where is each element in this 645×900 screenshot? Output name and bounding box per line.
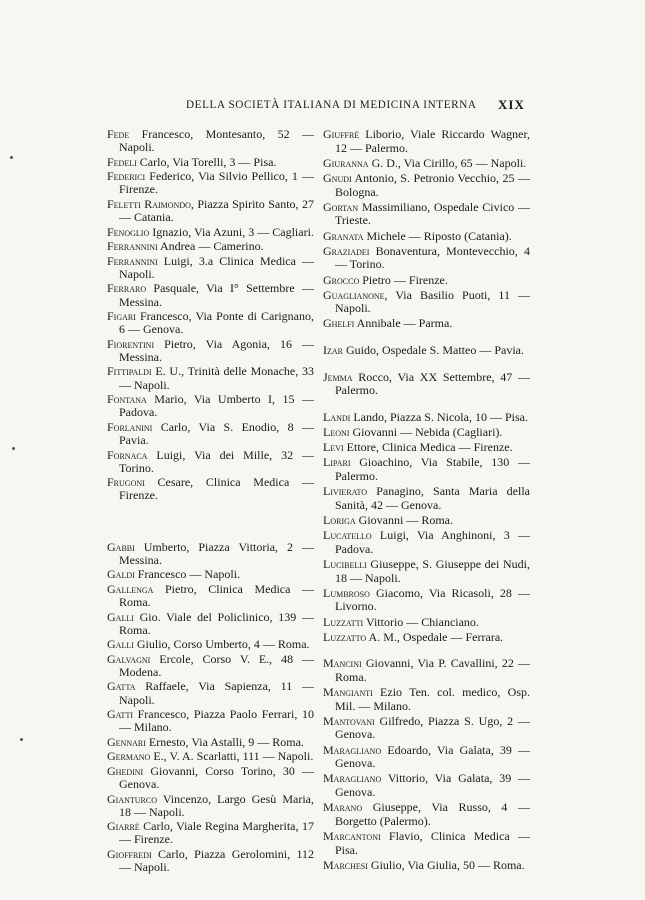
list-item [107, 611, 314, 637]
entry-details: Pasquale, Via I° Settembre — Messina. [119, 281, 314, 309]
entry-details: Massimiliano, Ospedale Civico — Trieste. [335, 199, 530, 228]
surname: Guaglianone [323, 287, 385, 302]
surname: Giuranna [323, 155, 369, 170]
list-item [323, 426, 530, 440]
surname: Galvagni [107, 651, 151, 666]
surname: Livierato [323, 484, 368, 499]
surname: Frugoni [107, 475, 145, 490]
surname: Galli [107, 609, 134, 624]
list-item [107, 765, 314, 791]
list-item [107, 170, 314, 196]
list-item [323, 411, 530, 425]
surname: Mantovani [323, 713, 375, 728]
list-item [323, 344, 530, 358]
entry-details: Giovanni — Nebida (Cagliari). [349, 425, 503, 440]
entry-details: Rocco, Via XX Settembre, 47 — Palermo. [335, 369, 530, 398]
entry-details: , Via Basilio Puoti, 11 — Napoli. [335, 287, 530, 316]
list-item [323, 587, 530, 614]
entry-details: Giulio, Corso Umberto, 4 — Roma. [133, 637, 310, 652]
list-item [323, 230, 530, 244]
list-item [107, 680, 314, 706]
entry-details: Carlo, Via S. Enodio, 8 — Pavia. [119, 419, 314, 448]
list-item [323, 715, 530, 742]
entry-details: Lando, Piazza S. Nicola, 10 — Pisa. [350, 409, 528, 424]
entry-details: Luigi, Via Anghinoni, 3 — Padova. [335, 528, 530, 556]
surname: Fedeli [107, 154, 137, 169]
list-item [323, 371, 530, 398]
surname: Germano [107, 749, 151, 764]
entry-details: Giulio, Via Giulia, 50 — Roma. [367, 857, 525, 872]
list-item [107, 240, 314, 253]
surname: Maragliano [323, 771, 382, 786]
surname: Fenoglio [107, 224, 150, 239]
surname: Luzzatti [323, 614, 364, 629]
surname: Fittipaldi [107, 364, 152, 379]
entry-details: Gilfredo, Piazza S. Ugo, 2 — Genova. [335, 713, 530, 742]
surname: Gianturco [107, 791, 157, 806]
surname: Giarrè [107, 819, 140, 834]
surname: Mangianti [323, 685, 373, 700]
list-item [107, 583, 314, 609]
entry-details: Vincenzo, Largo Gesù Maria, 18 — Napoli. [119, 791, 314, 819]
entry-details: Luigi, 3.a Clinica Medica — Napoli. [119, 253, 314, 281]
surname: Federici [107, 169, 146, 184]
list-item [107, 310, 314, 336]
list-item [323, 514, 530, 528]
entry-details: Edoardo, Via Galata, 39 — Genova. [335, 742, 530, 771]
surname: Jemma [323, 369, 353, 384]
entry-details: Ernesto, Via Astalli, 9 — Roma. [145, 734, 304, 749]
surname: Gortan [323, 199, 359, 214]
list-item [107, 638, 314, 651]
surname: Gioffredi [107, 846, 152, 861]
entry-details: Ettore, Clinica Medica — Firenze. [343, 440, 513, 455]
list-item [323, 201, 530, 228]
list-item [107, 421, 314, 447]
surname: Gennari [107, 734, 146, 749]
entry-details: Pietro, Via Agonia, 16 — Messina. [119, 336, 314, 364]
entry-details: Vittorio, Via Galata, 39 — Genova. [335, 771, 530, 799]
entry-details: Panagino, Santa Maria della Sanità, 42 — Genova. [335, 484, 530, 512]
entry-details: Carlo, Via Torelli, 3 — Pisa. [136, 154, 277, 169]
list-item [107, 750, 314, 763]
surname: Ferrannini [107, 239, 158, 254]
left-column [107, 128, 314, 876]
list-item [107, 653, 314, 679]
surname: Giuffrè [323, 127, 360, 141]
list-item [107, 255, 314, 281]
surname: Ferraro [107, 281, 147, 296]
list-item [107, 736, 314, 749]
surname: Gnudi [323, 170, 352, 185]
surname: Granata [323, 228, 364, 243]
list-item [323, 157, 530, 171]
entry-details: Carlo, Viale Regina Margherita, 17 — Firenze. [119, 819, 314, 847]
entry-details: Guido, Ospedale S. Matteo — Pavia. [343, 343, 524, 358]
list-item [323, 772, 530, 799]
list-item [323, 657, 530, 684]
margin-speck [20, 738, 23, 741]
list-item [107, 226, 314, 239]
surname: Galdi [107, 567, 135, 582]
list-item [323, 441, 530, 455]
entry-details: Luigi, Via dei Mille, 32 — Torino. [119, 447, 314, 475]
entry-details: Carlo, Piazza Gerolomini, 112 — Napoli. [119, 846, 314, 875]
list-item [107, 793, 314, 819]
surname: Ghedini [107, 763, 144, 778]
list-item [107, 820, 314, 846]
surname: Gabbi [107, 539, 135, 554]
list-item [107, 541, 314, 567]
margin-speck [12, 447, 15, 450]
entry-details: Cesare, Clinica Medica — Firenze. [119, 475, 314, 503]
list-item [107, 365, 314, 391]
list-item [323, 744, 530, 771]
entry-details: Pietro — Firenze. [359, 272, 448, 287]
entry-details: Giovanni, Via P. Cavallini, 22 — Roma. [335, 656, 530, 684]
surname: Lucatello [323, 528, 372, 543]
entry-details: Mario, Via Umberto I, 15 — Padova. [119, 392, 314, 420]
entry-details: Raffaele, Via Sapienza, 11 — Napoli. [119, 679, 314, 707]
entry-details: Bonaventura, Montevecchio, 4 — Torino. [335, 243, 530, 272]
entry-details: Andrea — Camerino. [157, 239, 264, 254]
entry-details: A. M., Ospedale — Ferrara. [366, 629, 504, 644]
list-item [107, 568, 314, 581]
surname: Forlanini [107, 419, 153, 434]
list-item [107, 708, 314, 734]
surname: Fede [107, 127, 130, 141]
surname: Feletti Raimondo [107, 196, 191, 211]
surname: Fontana [107, 392, 147, 407]
entry-details: Michele — Riposto (Catania). [363, 228, 512, 243]
list-item [107, 393, 314, 419]
entry-details: Liborio, Viale Riccardo Wagner, 12 — Palermo. [335, 127, 530, 155]
entry-details: Giuseppe, S. Giuseppe dei Nudi, 18 — Napoli. [335, 556, 530, 585]
list-item [323, 631, 530, 645]
surname: Lumbroso [323, 585, 370, 600]
margin-speck [10, 156, 13, 159]
list-item [323, 485, 530, 512]
list-item [323, 686, 530, 713]
list-item [107, 449, 314, 475]
entry-details: Flavio, Clinica Medica — Pisa. [335, 828, 530, 857]
list-item [107, 156, 314, 169]
right-column [323, 128, 530, 874]
surname: Gatti [107, 707, 133, 722]
surname: Fornaca [107, 447, 148, 462]
list-item [323, 830, 530, 857]
list-item [323, 529, 530, 556]
entry-details: Giovanni — Roma. [355, 512, 453, 527]
entry-details: Giuseppe, Via Russo, 4 — Borgetto (Palermo). [335, 800, 530, 828]
surname: Graziadei [323, 243, 370, 258]
entry-details: E. U., Trinità delle Monache, 33 — Napoli. [119, 364, 314, 392]
surname: Ferrannini [107, 253, 158, 268]
surname: Galli [107, 637, 134, 652]
surname: Izar [323, 343, 343, 358]
entry-details: Giacomo, Via Ricasoli, 28 — Livorno. [335, 585, 530, 614]
surname: Gatta [107, 679, 136, 694]
surname: Maragliano [323, 742, 382, 757]
entry-details: Pietro, Clinica Medica — Roma. [119, 581, 314, 610]
entry-details: Antonio, S. Petronio Vecchio, 25 — Bologna. [335, 170, 530, 199]
surname: Lipari [323, 455, 351, 470]
entry-details: , Piazza Spirito Santo, 27 — Catania. [119, 196, 314, 225]
entry-details: Ignazio, Via Azuni, 3 — Cagliari. [149, 224, 314, 239]
list-item [323, 128, 530, 155]
surname: Loriga [323, 512, 356, 527]
list-item [107, 848, 314, 874]
surname: Ghelfi [323, 316, 355, 331]
list-item [323, 456, 530, 483]
page-number: XIX [498, 97, 525, 112]
entry-details: Gioachino, Via Stabile, 130 — Palermo. [335, 455, 530, 483]
list-item [323, 289, 530, 316]
list-item [107, 128, 314, 154]
list-item [323, 558, 530, 585]
entry-details: Francesco — Napoli. [134, 567, 241, 582]
list-item [107, 338, 314, 364]
surname: Grocco [323, 272, 360, 287]
entry-details: Francesco, Montesanto, 52 — Napoli. [119, 127, 314, 155]
list-item [323, 172, 530, 199]
entry-details: Vittorio — Chianciano. [363, 614, 479, 629]
list-item [323, 245, 530, 272]
list-item [323, 801, 530, 828]
running-title: DELLA SOCIETÀ ITALIANA DI MEDICINA INTERNA [186, 99, 477, 111]
surname: Marano [323, 800, 363, 815]
entry-details: Francesco, Piazza Paolo Ferrari, 10 — Milano. [119, 707, 314, 735]
entry-details: Francesco, Via Ponte di Carignano, 6 — Genova. [119, 309, 314, 337]
surname: Luzzatto [323, 629, 367, 644]
surname: Marcantoni [323, 828, 381, 843]
surname: Mancini [323, 656, 362, 671]
surname: Marchesi [323, 857, 368, 872]
entry-details: Giovanni, Corso Torino, 30 — Genova. [119, 763, 314, 792]
entry-details: Ercole, Corso V. E., 48 — Modena. [119, 651, 314, 679]
list-item [107, 282, 314, 308]
surname: Levi [323, 440, 344, 455]
entry-details: Umberto, Piazza Vittoria, 2 — Messina. [119, 539, 314, 567]
list-item [107, 198, 314, 224]
list-item [323, 317, 530, 331]
surname: Fiorentini [107, 336, 155, 351]
list-item [323, 274, 530, 288]
list-item [107, 476, 314, 502]
surname: Landi [323, 409, 351, 424]
entry-details: Ezio Ten. col. medico, Osp. Mil. — Milano. [335, 685, 530, 713]
entry-details: Gio. Viale del Policlinico, 139 — Roma. [119, 609, 314, 637]
list-item [323, 616, 530, 630]
surname: Gallenga [107, 581, 154, 596]
entry-details: G. D., Via Cirillo, 65 — Napoli. [368, 155, 527, 170]
surname: Lucibelli [323, 556, 367, 571]
entry-details: E., V. A. Scarlatti, 111 — Napoli. [150, 749, 314, 764]
entry-details: Annibale — Parma. [354, 316, 453, 331]
surname: Figari [107, 309, 136, 324]
entry-details: Federico, Via Silvio Pellico, 1 — Firenze. [119, 169, 314, 197]
list-item [323, 859, 530, 873]
surname: Leoni [323, 425, 350, 440]
